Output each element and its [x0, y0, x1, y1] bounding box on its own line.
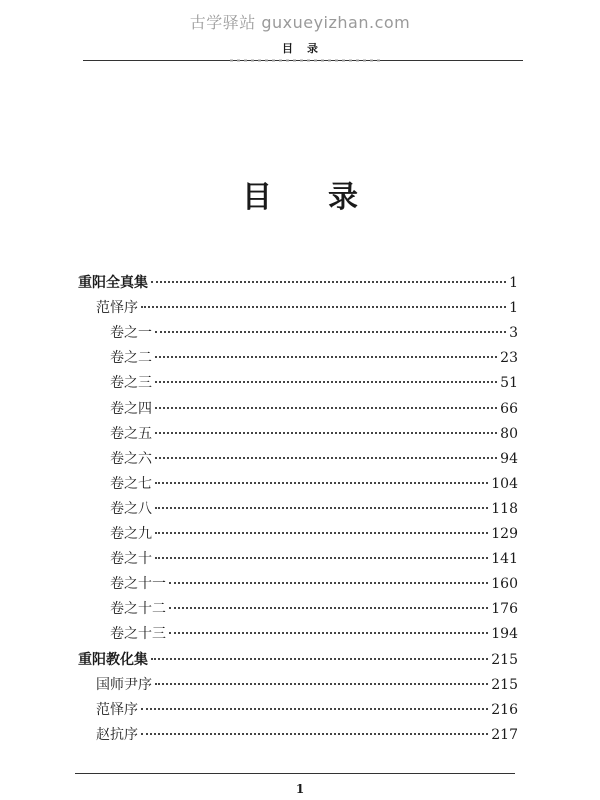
toc-entry-title: 卷之四	[110, 400, 152, 417]
footer-rule	[75, 773, 515, 774]
toc-dot-leader	[141, 306, 506, 308]
toc-entry-title: 卷之十	[110, 551, 152, 568]
toc-dot-leader	[155, 457, 497, 459]
toc-entry-page: 1	[509, 275, 518, 291]
toc-entry	[78, 649, 518, 671]
toc-entry-title: 重阳教化集	[78, 651, 148, 668]
toc-entry	[110, 398, 518, 420]
toc-entry-title: 国师尹序	[96, 676, 152, 693]
watermark-text: 古学驿站 guxueyizhan.com	[189, 13, 411, 32]
toc-entry	[110, 548, 518, 570]
toc-dot-leader	[155, 532, 488, 534]
toc-entry-title: 卷之七	[110, 475, 152, 492]
toc-entry-page: 141	[491, 551, 518, 568]
toc-entry-title: 卷之五	[110, 425, 152, 442]
toc-entry-page: 129	[491, 526, 518, 542]
toc-dot-leader	[155, 482, 488, 484]
toc-dot-leader	[141, 733, 488, 735]
toc-entry-title: 卷之二	[110, 350, 152, 367]
toc-entry-title: 卷之一	[110, 325, 152, 342]
toc-entry-page: 104	[491, 475, 518, 492]
toc-dot-leader	[151, 658, 488, 660]
page-title: 目录	[242, 180, 414, 215]
toc-dot-leader	[155, 557, 488, 559]
toc-dot-leader	[169, 607, 488, 609]
toc-dot-leader	[151, 281, 506, 283]
toc-entry	[110, 473, 518, 495]
toc-entry	[96, 724, 518, 746]
page-number: 1	[295, 782, 305, 796]
toc-entry-page: 80	[500, 425, 518, 442]
toc-entry-page: 216	[491, 701, 518, 718]
toc-entry	[110, 423, 518, 445]
toc-entry-title: 卷之三	[110, 375, 152, 392]
toc-entry	[96, 674, 518, 696]
toc-entry-page: 23	[500, 350, 518, 367]
toc-entry	[110, 573, 518, 595]
toc-entry-page: 118	[491, 500, 518, 517]
toc-entry-page: 94	[500, 450, 518, 467]
toc-entry	[78, 272, 518, 294]
toc-entry-page: 160	[491, 576, 518, 593]
running-head: 目录	[282, 42, 332, 55]
toc-dot-leader	[155, 331, 506, 333]
toc-dot-leader	[155, 356, 497, 358]
toc-entry	[110, 448, 518, 470]
toc-dot-leader	[155, 432, 497, 434]
toc-entry	[110, 498, 518, 520]
toc-entry-page: 66	[500, 400, 518, 417]
toc-entry	[110, 523, 518, 545]
toc-dot-leader	[169, 582, 488, 584]
toc-entry-title: 卷之十三	[110, 626, 166, 643]
toc-entry	[110, 347, 518, 369]
toc-dot-leader	[155, 683, 488, 685]
toc-entry-title: 范怿序	[96, 300, 138, 317]
toc-entry-title: 卷之六	[110, 450, 152, 467]
toc-entry-page: 51	[500, 375, 518, 392]
toc-entry-page: 194	[491, 626, 518, 643]
toc-entry-title: 卷之九	[110, 526, 152, 542]
toc-entry	[110, 322, 518, 344]
toc-entry	[110, 598, 518, 620]
toc-entry-title: 范怿序	[96, 701, 138, 718]
toc-entry-title: 重阳全真集	[78, 275, 148, 291]
toc-entry	[110, 372, 518, 394]
toc-entry-page: 176	[491, 601, 518, 618]
toc-entry-title: 卷之八	[110, 500, 152, 517]
toc-entry-page: 215	[491, 651, 518, 668]
toc-entry-title: 卷之十二	[110, 601, 166, 618]
toc-dot-leader	[155, 381, 497, 383]
toc-entry	[96, 699, 518, 721]
header-print-smudge	[230, 59, 380, 62]
toc-dot-leader	[155, 407, 497, 409]
toc-dot-leader	[169, 632, 488, 634]
toc-entry-page: 215	[491, 676, 518, 693]
toc-entry-page: 3	[509, 325, 518, 342]
toc-entry-title: 赵抗序	[96, 726, 138, 743]
toc-entry-page: 1	[509, 300, 518, 317]
toc-entry-title: 卷之十一	[110, 576, 166, 593]
toc-entry	[110, 623, 518, 645]
toc-dot-leader	[155, 507, 488, 509]
toc-entry-page: 217	[491, 726, 518, 743]
toc-entry	[96, 297, 518, 319]
toc-dot-leader	[141, 708, 488, 710]
